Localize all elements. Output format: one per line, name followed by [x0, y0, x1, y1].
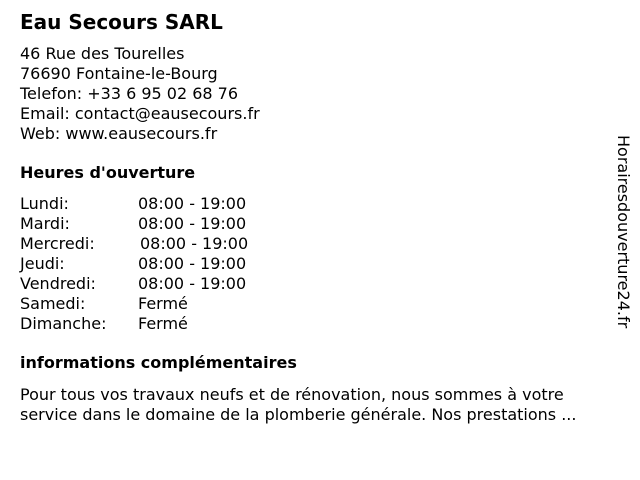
- day-label: Mercredi:: [20, 234, 95, 253]
- time-value: 08:00 - 19:00: [140, 234, 249, 253]
- time-value: Fermé: [138, 294, 188, 313]
- info-line: service dans le domaine de la plomberie générale. Nos prestations ...: [20, 405, 577, 424]
- opening-hours-table: [20, 194, 320, 334]
- hours-row-friday: [20, 274, 320, 294]
- day-label: Samedi:: [20, 294, 86, 313]
- time-value: 08:00 - 19:00: [138, 214, 247, 233]
- address-street: 46 Rue des Tourelles: [20, 44, 185, 63]
- hours-row-thursday: [20, 254, 320, 274]
- hours-row-tuesday: [20, 214, 320, 234]
- site-watermark: Horairesdouverture24.fr: [614, 135, 633, 329]
- day-label: Dimanche:: [20, 314, 107, 333]
- hours-row-monday: [20, 194, 320, 214]
- day-label: Lundi:: [20, 194, 69, 213]
- day-label: Jeudi:: [20, 254, 65, 273]
- info-line: Pour tous vos travaux neufs et de rénovation, nous sommes à votre: [20, 385, 564, 404]
- hours-row-sunday: [20, 314, 320, 334]
- day-label: Vendredi:: [20, 274, 96, 293]
- contact-block: [20, 44, 260, 144]
- hours-row-saturday: [20, 294, 320, 314]
- email-line: Email: contact@eausecours.fr: [20, 104, 260, 123]
- time-value: Fermé: [138, 314, 188, 333]
- time-value: 08:00 - 19:00: [138, 254, 247, 273]
- time-value: 08:00 - 19:00: [138, 194, 247, 213]
- additional-info-text: [20, 385, 630, 425]
- time-value: 08:00 - 19:00: [138, 274, 247, 293]
- phone-line: Telefon: +33 6 95 02 68 76: [20, 84, 239, 103]
- web-line: Web: www.eausecours.fr: [20, 124, 218, 143]
- additional-info-heading: informations complémentaires: [20, 353, 297, 372]
- address-city: 76690 Fontaine-le-Bourg: [20, 64, 218, 83]
- business-name: Eau Secours SARL: [20, 10, 223, 34]
- day-label: Mardi:: [20, 214, 70, 233]
- opening-hours-heading: Heures d'ouverture: [20, 163, 196, 182]
- hours-row-wednesday: [20, 234, 320, 254]
